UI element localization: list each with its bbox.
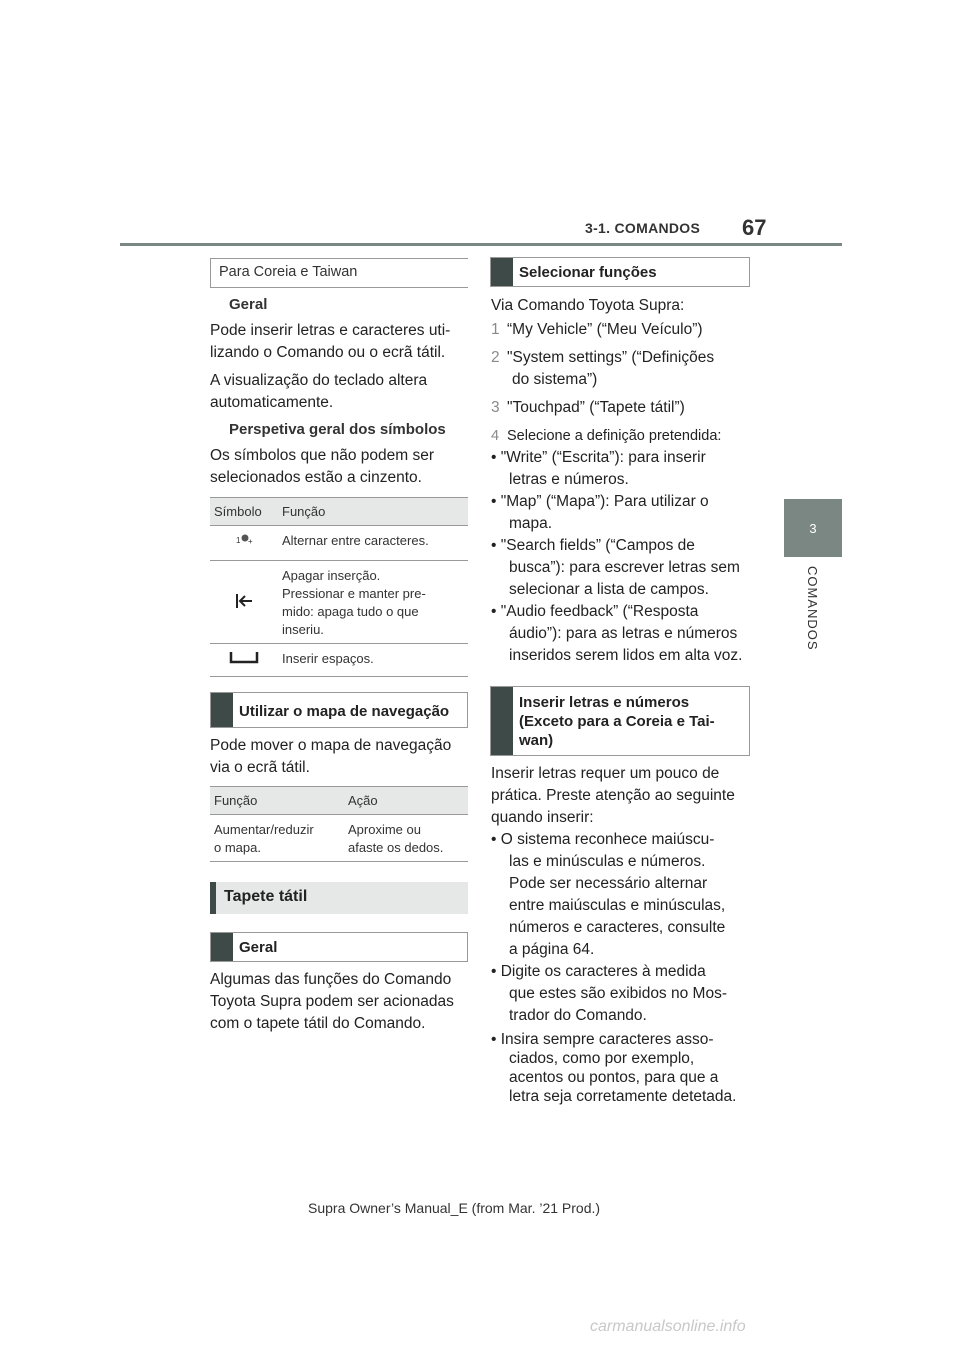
line: ciados, como por exemplo, (509, 1050, 695, 1067)
heading-bar (211, 933, 233, 961)
line: • "Write” (“Escrita”): para inserir (491, 449, 706, 466)
region-note-text: Para Coreia e Taiwan (219, 264, 358, 280)
line: Pode mover o mapa de navegação (210, 737, 452, 754)
map-heading-text: Utilizar o mapa de navegação (239, 703, 450, 720)
line: acentos ou pontos, para que a (509, 1069, 719, 1086)
line: via o ecrã tátil. (210, 759, 310, 776)
line: (Exceto para a Coreia e Tai- (519, 713, 715, 730)
col-header-action: Ação (344, 787, 468, 815)
line: prática. Preste atenção ao seguinte (491, 787, 735, 804)
step-text: do sistema”) (512, 371, 598, 388)
touchpad-heading-text: Tapete tátil (224, 888, 308, 905)
line: Inserir letras requer um pouco de (491, 765, 720, 782)
select-heading-text: Selecionar funções (519, 264, 657, 281)
page-number: 67 (742, 215, 767, 240)
via-line: Via Comando Toyota Supra: (491, 297, 685, 314)
function-cell (278, 561, 468, 644)
step-4 (491, 425, 753, 447)
insert-bullets (491, 829, 753, 1106)
watermark: carmanualsonline.info (590, 1318, 746, 1335)
line: • "Search fields” (“Campos de (491, 537, 695, 554)
step-number: 4 (491, 428, 500, 444)
col-header-function: Função (278, 498, 468, 526)
chapter-tab: 3 (784, 499, 842, 557)
table-row (210, 561, 468, 644)
line: números e caracteres, consulte (509, 919, 726, 936)
switch-characters-icon (236, 534, 252, 549)
step-number: 1 (491, 321, 500, 338)
line: busca”): para escrever letras sem (509, 559, 740, 576)
step-number: 3 (491, 399, 500, 416)
line: Pressionar e manter pre- (282, 586, 426, 601)
table-row (210, 526, 468, 561)
line: automaticamente. (210, 394, 334, 411)
map-table (210, 786, 468, 862)
col-header-function: Função (210, 787, 344, 815)
list-item (491, 961, 753, 1027)
line: Aproxime ou (348, 822, 421, 837)
step-text: Selecione a definição pretendida: (507, 428, 722, 444)
line: Os símbolos que não podem ser (210, 447, 435, 464)
line: Algumas das funções do Comando (210, 971, 452, 988)
step-2 (491, 347, 753, 391)
delete-arrow-icon (234, 598, 254, 613)
geral-heading (210, 932, 468, 962)
svg-text:1: 1 (236, 536, 241, 545)
heading-bar (491, 687, 513, 755)
line: las e minúsculas e números. (509, 853, 706, 870)
insert-heading (490, 686, 750, 756)
heading-bar (210, 882, 216, 914)
select-functions-heading (490, 257, 750, 287)
insert-heading-text (519, 693, 715, 750)
table-row (210, 815, 468, 862)
svg-text:+: + (248, 537, 253, 546)
step-3 (491, 397, 753, 419)
map-heading (210, 692, 468, 728)
line: A visualização do teclado altera (210, 372, 428, 389)
symbols-subtitle: Perspetiva geral dos símbolos (229, 421, 446, 438)
function-cell (210, 815, 344, 862)
section-title: 3-1. COMANDOS (585, 220, 701, 236)
line: Toyota Supra podem ser acionadas (210, 993, 454, 1010)
step-1 (491, 319, 753, 341)
line: áudio”): para as letras e números (509, 625, 738, 642)
option-list (491, 447, 753, 667)
line: o mapa. (214, 840, 261, 855)
list-item (491, 535, 753, 601)
step-text: “My Vehicle” (“Meu Veículo”) (507, 321, 703, 338)
line: inseridos serem lidos em alta voz. (509, 647, 743, 664)
line: letra seja corretamente detetada. (509, 1088, 737, 1105)
footer: Supra Owner’s Manual_E (from Mar. ’21 Prod.) (308, 1200, 601, 1216)
line: Apagar inserção. (282, 568, 381, 583)
symbols-paragraph (210, 445, 470, 489)
line: • "Audio feedback” (“Resposta (491, 603, 699, 620)
list-item (491, 829, 753, 961)
geral-subtitle: Geral (229, 296, 268, 313)
line: afaste os dedos. (348, 840, 444, 855)
line: com o tapete tátil do Comando. (210, 1015, 426, 1032)
col-header-symbol: Símbolo (210, 498, 278, 526)
line: letras e números. (509, 471, 629, 488)
map-paragraph (210, 735, 470, 779)
line: quando inserir: (491, 809, 594, 826)
line: selecionados estão a cinzento. (210, 469, 422, 486)
line: • Insira sempre caracteres asso- (491, 1031, 714, 1048)
touchpad-paragraph (210, 969, 470, 1035)
action-cell (344, 815, 468, 862)
heading-bar (211, 693, 233, 727)
symbol-table (210, 497, 468, 677)
step-number: 2 (491, 349, 500, 366)
function-cell: Inserir espaços. (278, 644, 468, 677)
heading-bar (491, 258, 513, 286)
line: Pode inserir letras e caracteres uti- (210, 322, 451, 339)
list-item (491, 1030, 753, 1106)
insert-paragraph (491, 763, 753, 829)
list-item (491, 447, 753, 491)
line: trador do Comando. (509, 1007, 647, 1024)
space-icon (229, 652, 259, 667)
line: • "Map” (“Mapa”): Para utilizar o (491, 493, 709, 510)
line: inseriu. (282, 622, 324, 637)
header-rule (120, 243, 842, 246)
line: Pode ser necessário alternar (509, 875, 708, 892)
line: mapa. (509, 515, 553, 532)
geral-heading-text: Geral (239, 939, 278, 956)
line: wan) (519, 732, 554, 749)
step-text: "System settings” (“Definições (507, 349, 715, 366)
line: que estes são exibidos no Mos- (509, 985, 727, 1002)
region-note (210, 258, 468, 288)
line: • O sistema reconhece maiúscu- (491, 831, 715, 848)
geral-paragraph-2 (210, 370, 470, 414)
list-item (491, 601, 753, 667)
line: selecionar a lista de campos. (509, 581, 709, 598)
line: Inserir letras e números (519, 694, 690, 711)
touchpad-heading (210, 882, 468, 914)
line: a página 64. (509, 941, 595, 958)
line: lizando o Comando ou o ecrã tátil. (210, 344, 446, 361)
list-item (491, 491, 753, 535)
line: Aumentar/reduzir (214, 822, 314, 837)
function-cell: Alternar entre caracteres. (278, 526, 468, 561)
table-row (210, 644, 468, 677)
line: • Digite os caracteres à medida (491, 963, 706, 980)
chapter-label: COMANDOS (805, 566, 820, 651)
line: mido: apaga tudo o que (282, 604, 419, 619)
step-text: "Touchpad” (“Tapete tátil”) (507, 399, 685, 416)
geral-paragraph-1 (210, 320, 470, 364)
line: entre maiúsculas e minúsculas, (509, 897, 726, 914)
